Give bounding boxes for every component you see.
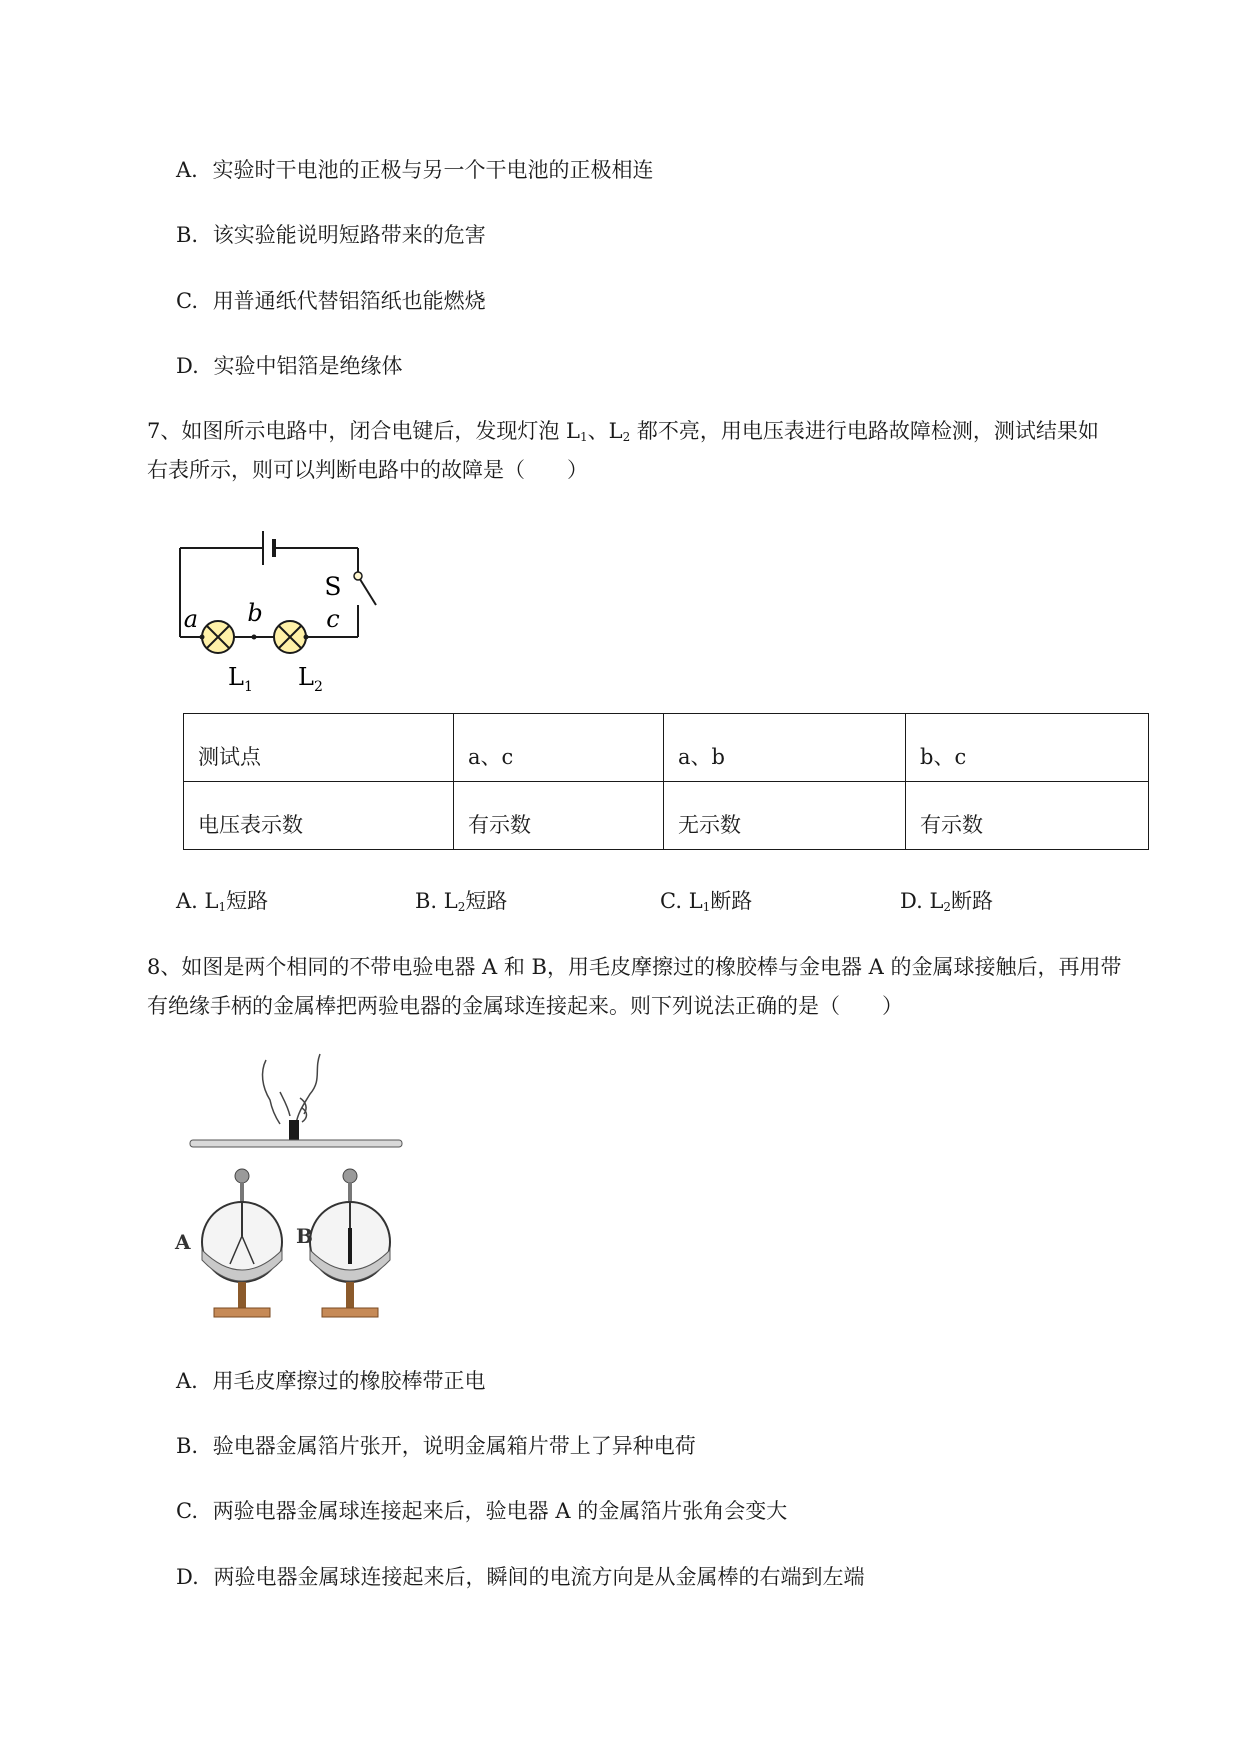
hand-icon — [263, 1054, 320, 1124]
table-header-cell: a、c — [454, 714, 664, 782]
insulated-handle — [289, 1120, 299, 1140]
label-a: a — [183, 605, 198, 633]
test-point-a — [200, 635, 205, 640]
q7-option-d: D. $L_2$断路 — [900, 889, 994, 914]
table-header-cell: 测试点 — [184, 714, 454, 782]
electroscope-figure — [172, 1052, 412, 1342]
label-electroscope-b: B — [296, 1224, 313, 1248]
label-electroscope-a: A — [175, 1230, 191, 1254]
table-row — [184, 782, 1149, 850]
q6-option-b: B. 该实验能说明短路带来的危害 — [176, 223, 486, 247]
test-results-table — [183, 713, 1149, 850]
q8-stem-line2: 有绝缘手柄的金属棒把两验电器的金属球连接起来。则下列说法正确的是（ ） — [147, 994, 903, 1018]
q8-option-c: C. 两验电器金属球连接起来后，验电器 A 的金属箔片张角会变大 — [176, 1499, 788, 1523]
test-point-c — [304, 635, 309, 640]
q6-option-a: A. 实验时干电池的正极与另一个干电池的正极相连 — [176, 158, 654, 182]
label-l1: $L_1$ — [228, 663, 253, 695]
metal-rod — [190, 1140, 402, 1147]
q8-option-b: B. 验电器金属箔片张开，说明金属箱片带上了异种电荷 — [176, 1434, 696, 1458]
electroscope-b — [310, 1169, 390, 1317]
label-b: b — [247, 599, 263, 627]
table-header-cell: b、c — [906, 714, 1149, 782]
q7-stem-line1: 7、如图所示电路中，闭合电键后，发现灯泡 $L_1$、$L_2$ 都不亮，用电压表进行电路故障检测，测试结果如 — [147, 419, 1099, 444]
electroscope-a — [202, 1169, 282, 1317]
q7-stem-line2: 右表所示，则可以判断电路中的故障是（ ） — [147, 458, 588, 482]
label-l2: $L_2$ — [298, 663, 323, 695]
table-cell: 电压表示数 — [184, 782, 454, 850]
table-row — [184, 714, 1149, 782]
circuit-diagram — [170, 525, 390, 700]
q7-option-b: B. $L_2$短路 — [415, 889, 508, 914]
table-cell: 有示数 — [454, 782, 664, 850]
table-cell: 无示数 — [664, 782, 906, 850]
table-header-cell: a、b — [664, 714, 906, 782]
q8-option-a: A. 用毛皮摩擦过的橡胶棒带正电 — [176, 1369, 486, 1393]
table-cell: 有示数 — [906, 782, 1149, 850]
switch-pivot — [354, 572, 362, 580]
test-point-b — [252, 635, 257, 640]
q7-option-a: A. $L_1$短路 — [176, 889, 269, 914]
label-s: S — [324, 572, 342, 601]
label-c: c — [326, 605, 340, 633]
lamp-l2 — [274, 621, 306, 653]
q8-option-d: D. 两验电器金属球连接起来后，瞬间的电流方向是从金属棒的右端到左端 — [176, 1565, 865, 1589]
q6-option-c: C. 用普通纸代替铝箔纸也能燃烧 — [176, 289, 486, 313]
q7-option-c: C. $L_1$断路 — [660, 889, 753, 914]
q6-option-d: D. 实验中铝箔是绝缘体 — [176, 354, 403, 378]
q8-stem-line1: 8、如图是两个相同的不带电验电器 A 和 B，用毛皮摩擦过的橡胶棒与金电器 A 的金属球接触后，再用带 — [147, 955, 1122, 979]
lamp-l1 — [202, 621, 234, 653]
